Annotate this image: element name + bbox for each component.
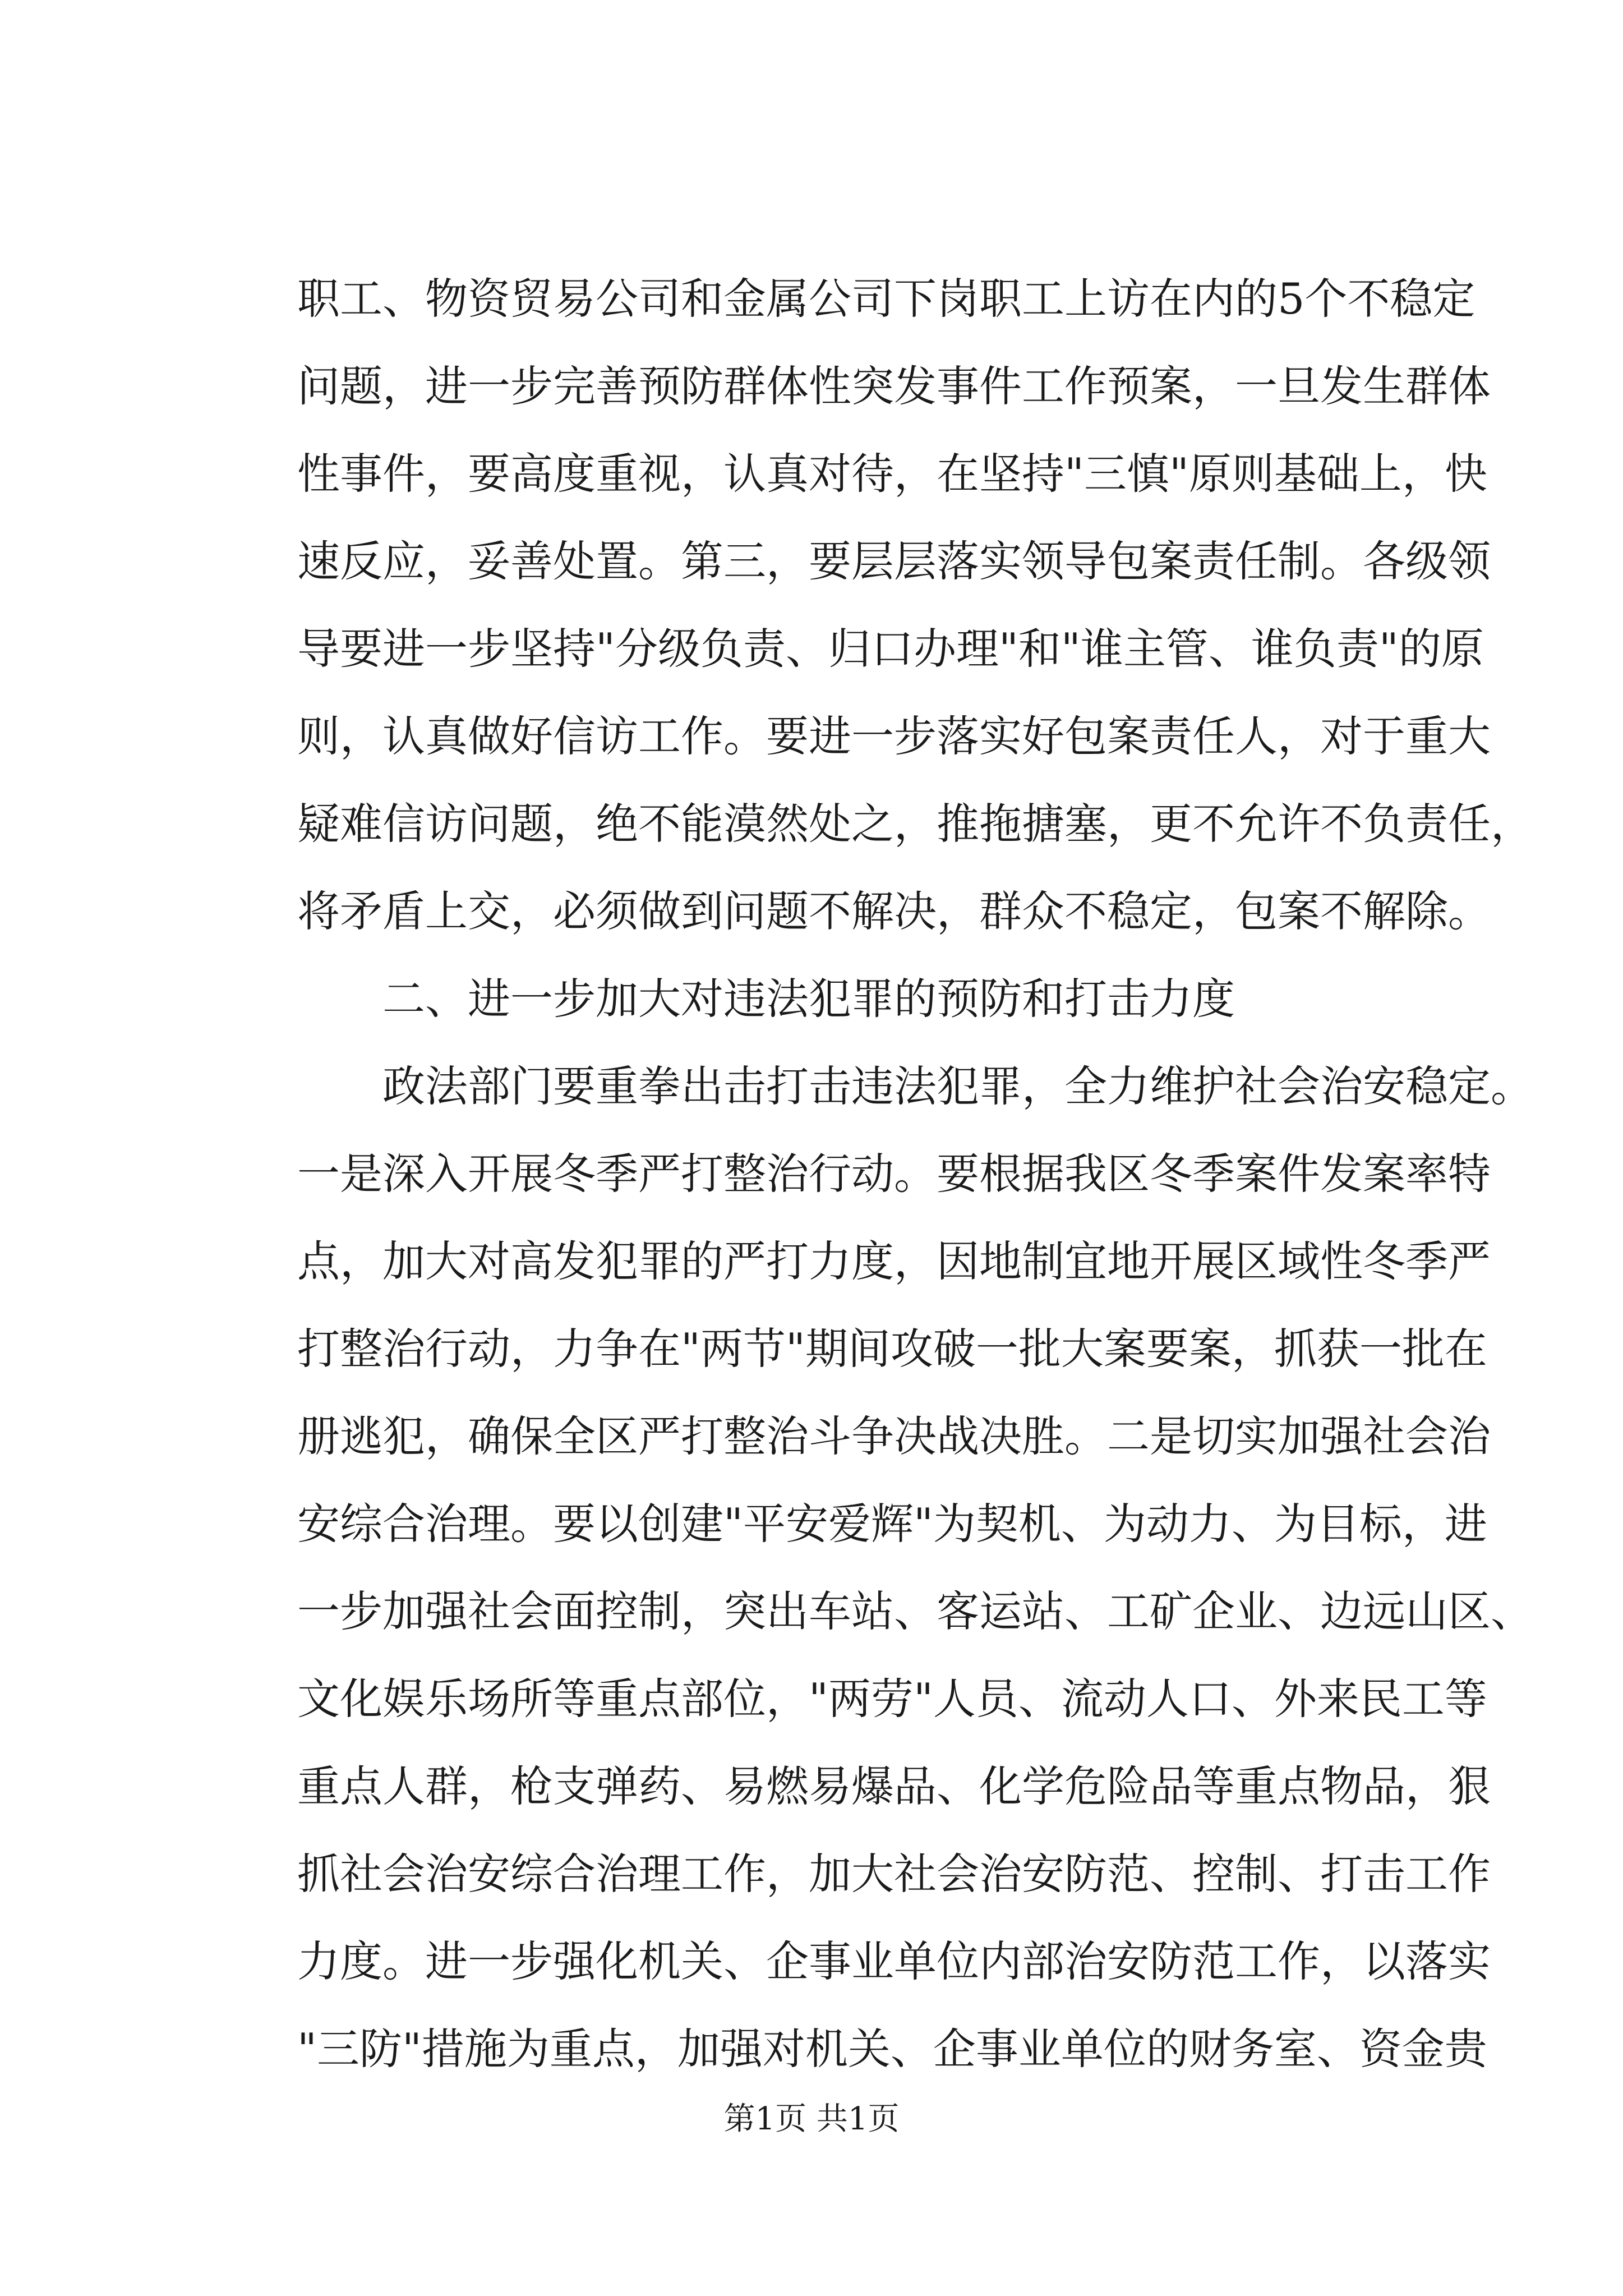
body-line: 速反应，妥善处置。第三，要层层落实领导包案责任制。各级领	[297, 536, 1491, 586]
body-line: 一步加强社会面控制，突出车站、客运站、工矿企业、边远山区、	[297, 1586, 1533, 1636]
body-line: 点，加大对高发犯罪的严打力度，因地制宜地开展区域性冬季严	[297, 1236, 1491, 1286]
body-line: 抓社会治安综合治理工作，加大社会治安防范、控制、打击工作	[297, 1849, 1491, 1899]
body-line: 职工、物资贸易公司和金属公司下岗职工上访在内的5个不稳定	[297, 274, 1476, 324]
body-line: 力度。进一步强化机关、企事业单位内部治安防范工作，以落实	[297, 1936, 1491, 1986]
body-line: 打整治行动，力争在"两节"期间攻破一批大案要案，抓获一批在	[297, 1324, 1487, 1374]
body-line: 性事件，要高度重视，认真对待，在坚持"三慎"原则基础上，快	[297, 449, 1487, 499]
body-line: 将矛盾上交，必须做到问题不解决，群众不稳定，包案不解除。	[297, 886, 1491, 936]
body-line: 一是深入开展冬季严打整治行动。要根据我区冬季案件发案率特	[297, 1149, 1491, 1199]
document-body	[297, 255, 1533, 2093]
body-line: 文化娱乐场所等重点部位，"两劳"人员、流动人口、外来民工等	[297, 1674, 1487, 1724]
page-number-label: 第1页 共1页	[723, 2101, 900, 2137]
body-line: 重点人群，枪支弹药、易燃易爆品、化学危险品等重点物品，狠	[297, 1761, 1491, 1811]
body-line: 疑难信访问题，绝不能漠然处之，推拖搪塞，更不允许不负责任，	[297, 799, 1533, 849]
body-line: 安综合治理。要以创建"平安爱辉"为契机、为动力、为目标，进	[297, 1499, 1487, 1549]
body-line: 导要进一步坚持"分级负责、归口办理"和"谁主管、谁负责"的原	[297, 624, 1484, 674]
body-line: 政法部门要重拳出击打击违法犯罪，全力维护社会治安稳定。	[382, 1061, 1533, 1111]
body-line: 册逃犯，确保全区严打整治斗争决战决胜。二是切实加强社会治	[297, 1411, 1491, 1461]
body-line: 则，认真做好信访工作。要进一步落实好包案责任人，对于重大	[297, 711, 1491, 761]
section-heading: 二、进一步加大对违法犯罪的预防和打击力度	[382, 974, 1235, 1024]
body-line: "三防"措施为重点，加强对机关、企事业单位的财务室、资金贵	[297, 2024, 1487, 2074]
page-footer	[0, 2097, 1623, 2142]
body-line: 问题，进一步完善预防群体性突发事件工作预案，一旦发生群体	[297, 361, 1491, 411]
